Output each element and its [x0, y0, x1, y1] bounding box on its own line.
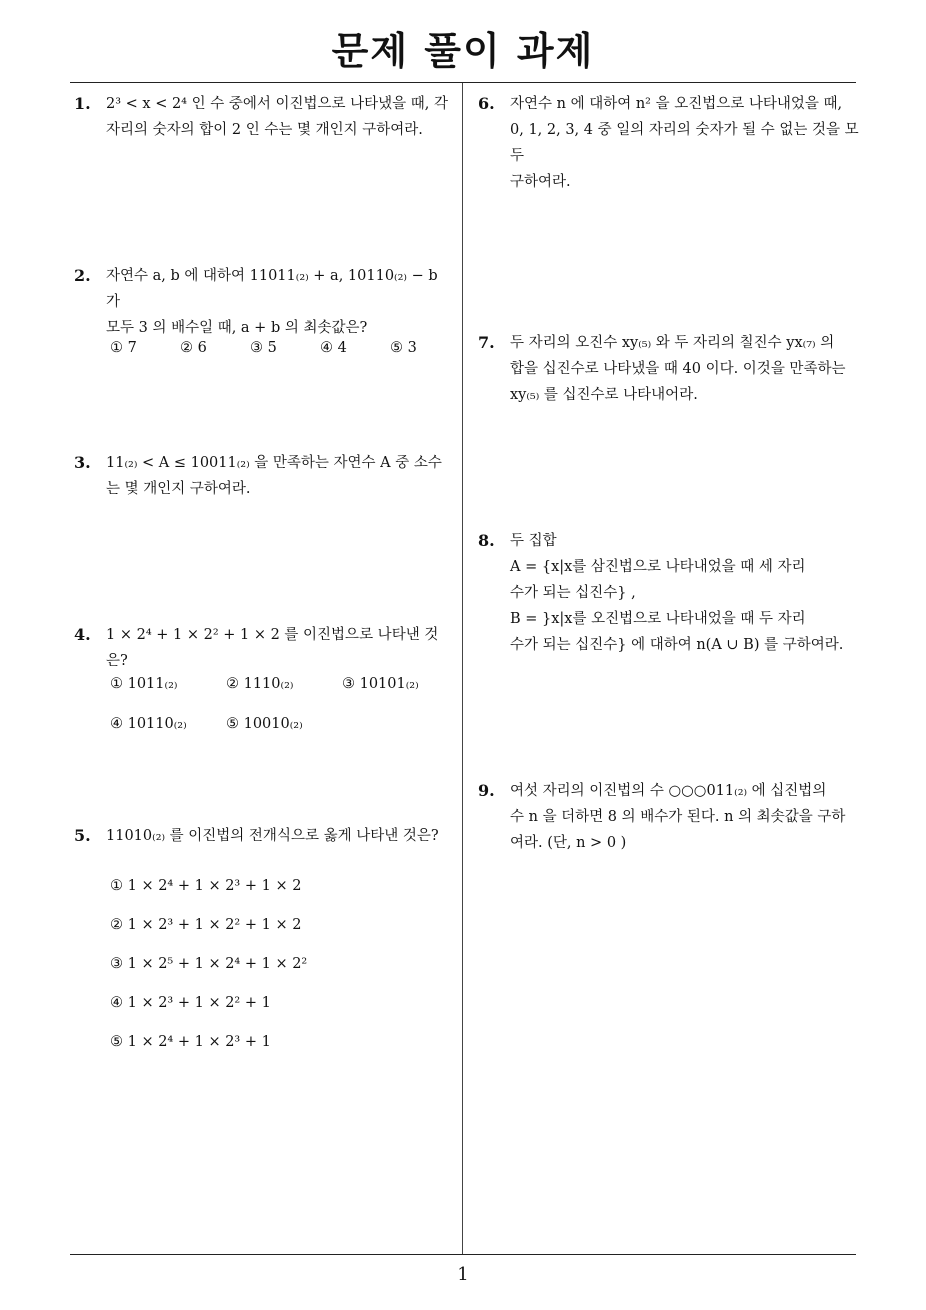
choice-1[interactable]: ① 1 × 2⁴ + 1 × 2³ + 1 × 2 — [110, 878, 302, 894]
problem-text: 두 집합 — [510, 533, 557, 549]
choice-1[interactable]: ① 1011₍₂₎ — [110, 676, 178, 692]
problem-1 — [74, 91, 456, 143]
problem-text: 두 자리의 오진수 xy₍₅₎ 와 두 자리의 칠진수 yx₍₇₎ 의 — [510, 335, 835, 351]
problem-text: 모두 3 의 배수일 때, a + b 의 최솟값은? — [106, 320, 368, 336]
problem-text: A = {x|x를 삼진법으로 나타내었을 때 세 자리 — [510, 559, 806, 575]
problem-number: 7. — [478, 333, 495, 352]
problem-number: 4. — [74, 625, 91, 644]
problem-text: xy₍₅₎ 를 십진수로 나타내어라. — [510, 387, 698, 403]
choice-3[interactable]: ③ 5 — [250, 340, 277, 356]
choice-1[interactable]: ① 7 — [110, 340, 137, 356]
choice-4[interactable]: ④ 1 × 2³ + 1 × 2² + 1 — [110, 995, 271, 1011]
page-title: 문제 풀이 과제 — [331, 29, 595, 73]
problem-9 — [478, 778, 860, 856]
problem-number: 3. — [74, 453, 91, 472]
problem-text: 수 n 을 더하면 8 의 배수가 된다. n 의 최솟값을 구하 — [510, 809, 846, 825]
problem-text: 자연수 a, b 에 대하여 11011₍₂₎ + a, 10110₍₂₎ − b 가 — [106, 268, 438, 310]
problem-text: 11010₍₂₎ 를 이진법의 전개식으로 옳게 나타낸 것은? — [106, 828, 439, 844]
problem-5 — [74, 823, 456, 849]
choice-5[interactable]: ⑤ 10010₍₂₎ — [226, 716, 303, 732]
problem-number: 6. — [478, 94, 495, 113]
column-divider — [462, 83, 463, 1255]
answer-choices — [110, 340, 450, 362]
problem-7 — [478, 330, 860, 408]
top-rule — [70, 82, 856, 83]
bottom-rule — [70, 1254, 856, 1255]
problem-text: 수가 되는 십진수} , — [510, 585, 636, 601]
problem-number: 5. — [74, 826, 91, 845]
problem-text: 여섯 자리의 이진법의 수 ○○○011₍₂₎ 에 십진법의 — [510, 783, 827, 799]
problem-text: 합을 십진수로 나타냈을 때 40 이다. 이것을 만족하는 — [510, 361, 846, 377]
choice-3[interactable]: ③ 1 × 2⁵ + 1 × 2⁴ + 1 × 2² — [110, 956, 308, 972]
choice-5[interactable]: ⑤ 3 — [390, 340, 417, 356]
problem-text: 수가 되는 십진수} 에 대하여 n(A ∪ B) 를 구하여라. — [510, 637, 844, 653]
problem-text: 여라. (단, n > 0 ) — [510, 835, 627, 851]
problem-text: 자리의 숫자의 합이 2 인 수는 몇 개인지 구하여라. — [106, 122, 423, 138]
answer-choices — [110, 676, 450, 736]
problem-text: 구하여라. — [510, 174, 571, 190]
choice-4[interactable]: ④ 10110₍₂₎ — [110, 716, 187, 732]
problem-text: 0, 1, 2, 3, 4 중 일의 자리의 숫자가 될 수 없는 것을 모두 — [510, 122, 859, 164]
problem-number: 1. — [74, 94, 91, 113]
choice-2[interactable]: ② 1110₍₂₎ — [226, 676, 294, 692]
problem-4 — [74, 622, 456, 674]
choice-2[interactable]: ② 6 — [180, 340, 207, 356]
problem-6 — [478, 91, 860, 195]
answer-choices — [110, 878, 450, 1058]
problem-number: 8. — [478, 531, 495, 550]
problem-3 — [74, 450, 456, 502]
problem-text: 11₍₂₎ < A ≤ 10011₍₂₎ 을 만족하는 자연수 A 중 소수 — [106, 455, 442, 471]
choice-2[interactable]: ② 1 × 2³ + 1 × 2² + 1 × 2 — [110, 917, 302, 933]
problem-number: 2. — [74, 266, 91, 285]
problem-text: 자연수 n 에 대하여 n² 을 오진법으로 나타내었을 때, — [510, 96, 843, 112]
problem-8 — [478, 528, 860, 658]
choice-3[interactable]: ③ 10101₍₂₎ — [342, 676, 419, 692]
problem-text: B = }x|x를 오진법으로 나타내었을 때 두 자리 — [510, 611, 806, 627]
choice-4[interactable]: ④ 4 — [320, 340, 347, 356]
problem-text: 2³ < x < 2⁴ 인 수 중에서 이진법으로 나타냈을 때, 각 — [106, 96, 448, 112]
problem-2 — [74, 263, 456, 341]
page-number: 1 — [457, 1264, 469, 1285]
problem-number: 9. — [478, 781, 495, 800]
problem-text: 는 몇 개인지 구하여라. — [106, 481, 251, 497]
choice-5[interactable]: ⑤ 1 × 2⁴ + 1 × 2³ + 1 — [110, 1034, 271, 1050]
problem-text: 1 × 2⁴ + 1 × 2² + 1 × 2 를 이진법으로 나타낸 것은? — [106, 627, 439, 669]
